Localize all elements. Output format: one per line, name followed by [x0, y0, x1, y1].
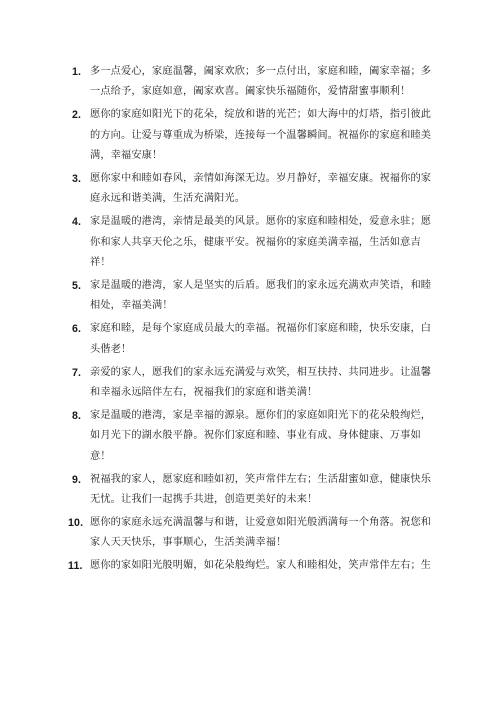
item-number: 2.: [72, 109, 82, 122]
item-text: 祝福我的家人，愿家庭和睦如初，笑声常伴左右；生活甜蜜如意，健康快乐无忧。让我们一起携手共进，创造更美好的未来！: [90, 473, 432, 506]
item-text: 家庭和睦，是每个家庭成员最大的幸福。祝福你们家庭和睦，快乐安康，白头偕老！: [90, 323, 432, 355]
item-number: 7.: [72, 366, 82, 379]
item-text: 家是温暖的港湾，家是幸福的源泉。愿你们的家庭如阳光下的花朵般绚烂，如月光下的湖水般平静。祝你们家庭和睦、事业有成、身体健康、万事如意！: [90, 410, 432, 462]
list-item: [72, 276, 432, 317]
item-text: 多一点爱心，家庭温馨，阖家欢欣；多一点付出，家庭和睦，阖家幸福；多一点给予，家庭如意，阖家欢喜。阖家快乐福随你，爱情甜蜜事顺利！: [90, 66, 432, 98]
list-item: [72, 105, 432, 166]
item-text: 亲爱的家人，愿我们的家永远充满爱与欢笑，相互扶持、共同进步。让温馨和幸福永远陪伴左右，祝福我们的家庭和谐美满！: [90, 366, 432, 399]
item-number: 8.: [72, 410, 82, 422]
item-number: 5.: [72, 280, 82, 293]
list-item: [72, 470, 432, 511]
item-text: 愿你的家如阳光般明媚，如花朵般绚烂。家人和睦相处，笑声常伴左右；生: [90, 560, 432, 572]
item-number: 10.: [68, 517, 84, 530]
item-text: 家是温暖的港湾，家人是坚实的后盾。愿我们的家永远充满欢声笑语，和睦相处，幸福美满！: [90, 280, 432, 312]
list-item: [72, 62, 432, 103]
item-number: 6.: [72, 323, 82, 336]
item-number: 3.: [72, 173, 82, 186]
item-number: 9.: [72, 473, 82, 486]
item-text: 家是温暖的港湾，亲情是最美的风景。愿你的家庭和睦相处，爱意永驻；愿你和家人共享天伦之乐，健康平安。祝福你的家庭美满幸福，生活如意吉祥！: [90, 216, 432, 269]
blessing-list: [68, 62, 432, 579]
item-text: 愿你家中和睦如春风，亲情如海深无边。岁月静好，幸福安康。祝福你的家庭永远和谐美满，生活充满阳光。: [90, 173, 432, 205]
list-item: [68, 513, 432, 554]
list-item: [72, 212, 432, 273]
item-number: 1.: [72, 66, 82, 78]
list-item: [72, 169, 432, 210]
item-number: 11.: [68, 560, 83, 573]
list-item: [72, 406, 432, 467]
list-item: [68, 556, 432, 576]
item-number: 4.: [72, 216, 82, 229]
item-text: 愿你的家庭永远充满温馨与和谐，让爱意如阳光般洒满每一个角落。祝您和家人天天快乐，事事顺心，生活美满幸福！: [90, 517, 432, 549]
list-item: [72, 319, 432, 360]
item-text: 愿你的家庭如阳光下的花朵，绽放和谐的光芒；如大海中的灯塔，指引彼此的方向。让爱与尊重成为桥梁，连接每一个温馨瞬间。祝福你的家庭和睦美满，幸福安康！: [90, 109, 432, 162]
list-item: [72, 363, 432, 404]
